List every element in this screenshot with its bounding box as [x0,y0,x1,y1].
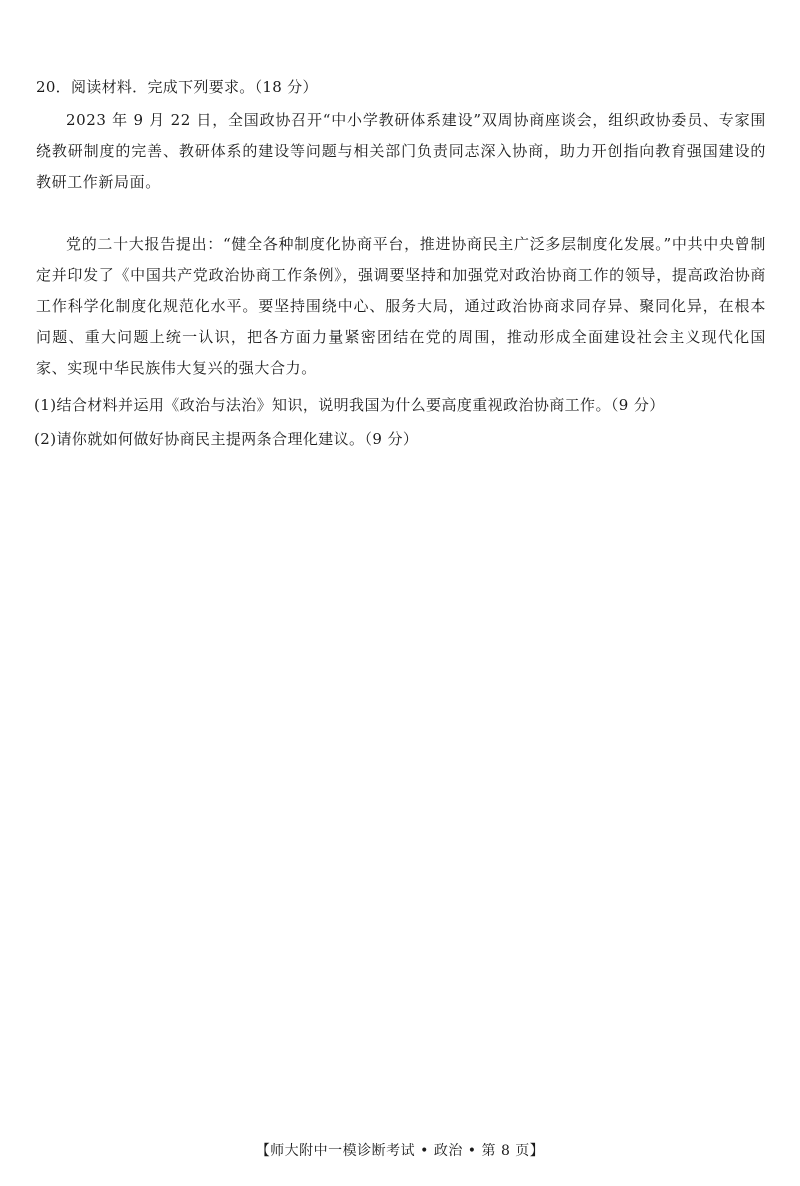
question-title: 20．阅读材料．完成下列要求。（18 分） [36,78,318,96]
material-paragraph-1: 2023 年 9 月 22 日，全国政协召开“中小学教研体系建设”双周协商座谈会，组织政协委员、专家围绕教研制度的完善、教研体系的建设等问题与相关部门负责同志深入协商，助力开创指向教育强国建设的教研工作新局面。 [36,111,766,191]
sub-question-1: (1)结合材料并运用《政治与法治》知识，说明我国为什么要高度重视政治协商工作。（9 分） [34,396,665,414]
sub-question-2: (2)请你就如何做好协商民主提两条合理化建议。（9 分） [34,430,419,448]
page-footer: 【师大附中一模诊断考试 • 政治 • 第 8 页】 [255,1143,545,1159]
material-paragraph-2: 党的二十大报告提出：“健全各种制度化协商平台，推进协商民主广泛多层制度化发展。”中共中央曾制定并印发了《中国共产党政治协商工作条例》，强调要坚持和加强党对政治协商工作的领导，提高政治协商工作科学化制度化规范化水平。要坚持围绕中心、服务大局，通过政治协商求同存异、聚同化异，在根本问题、重大问题上统一认识，把各方面力量紧密团结在党的周围，推动形成全面建设社会主义现代化国家、实现中华民族伟大复兴的强大合力。 [36,235,766,377]
